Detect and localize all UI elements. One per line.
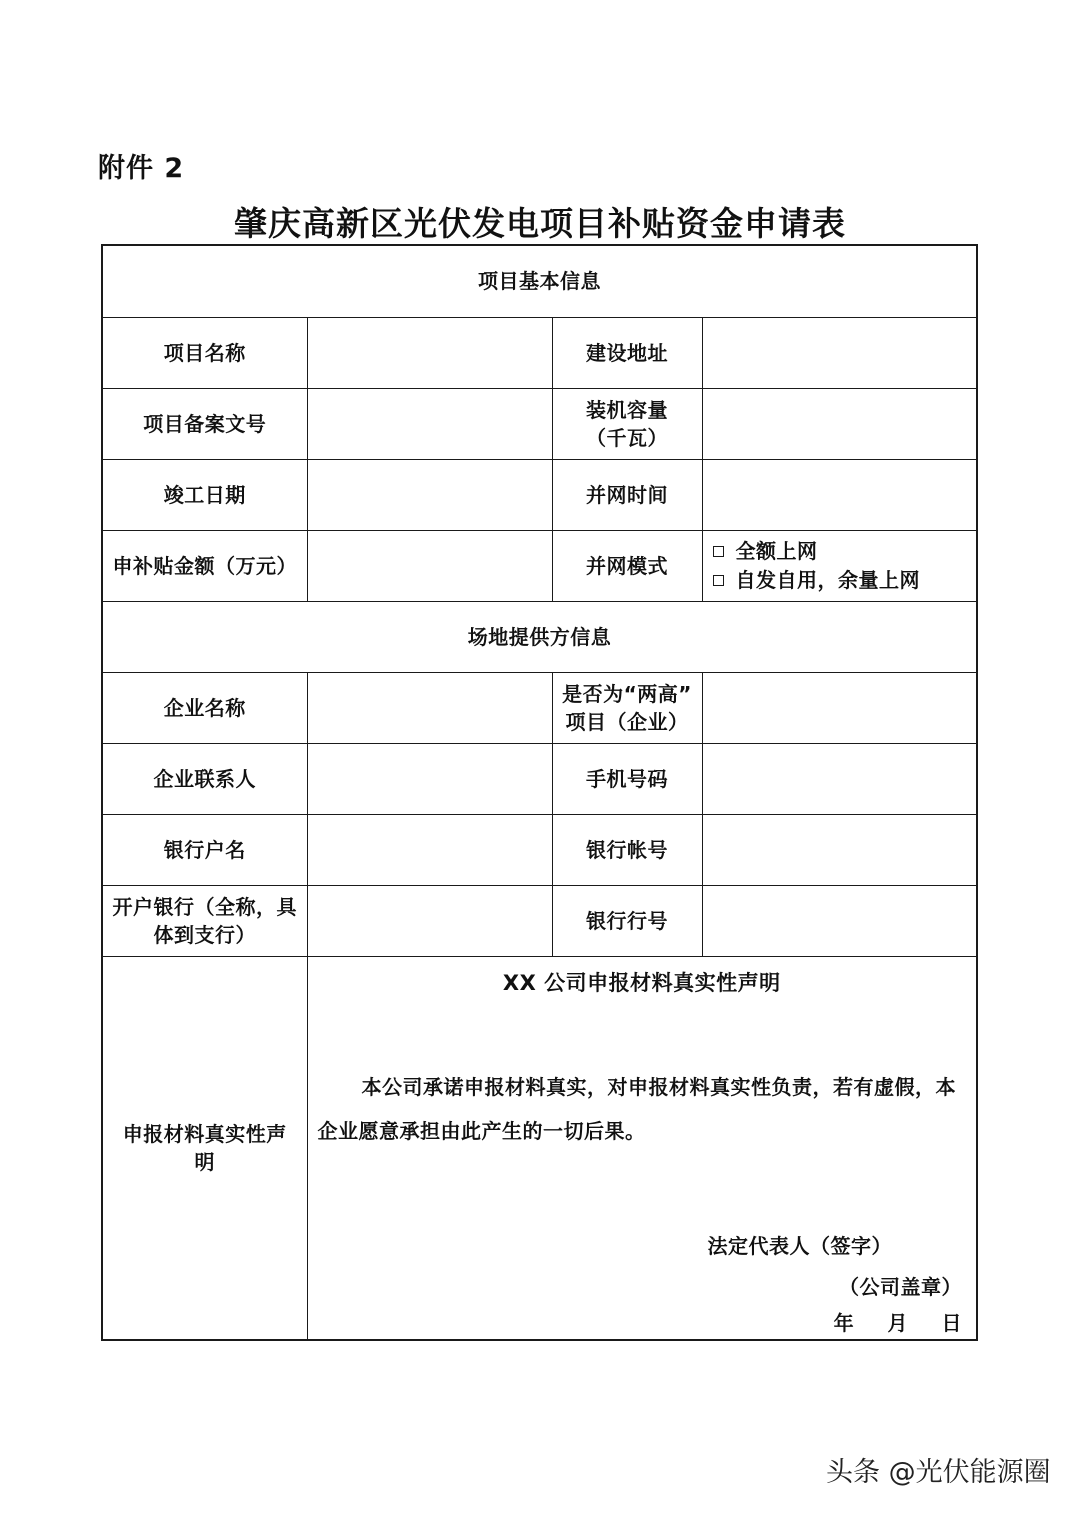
section-heading-basic-info: 项目基本信息 [102, 245, 977, 317]
form-row [102, 672, 977, 743]
grid-mode-options [702, 530, 977, 601]
subsidy-application-form [101, 244, 978, 1341]
label-opening-bank-line1: 开户银行（全称，具 [112, 894, 297, 919]
form-title: 肇庆高新区光伏发电项目补贴资金申请表 [234, 204, 846, 243]
checkbox-icon[interactable] [713, 575, 724, 586]
input-project-name[interactable] [307, 317, 552, 388]
declaration-content [307, 956, 977, 1340]
input-company-name[interactable] [307, 672, 552, 743]
declaration-title: XX 公司申报材料真实性声明 [502, 970, 781, 995]
label-company-contact: 企业联系人 [102, 743, 307, 814]
label-company-name: 企业名称 [102, 672, 307, 743]
section-heading-site-provider: 场地提供方信息 [102, 601, 977, 672]
declaration-body: 本公司承诺申报材料真实，对申报材料真实性负责，若有虚假，本企业愿意承担由此产生的一切后果。 [317, 1074, 956, 1143]
source-watermark: 头条 @光伏能源圈 [826, 1457, 1051, 1488]
label-bank-code: 银行行号 [552, 885, 702, 956]
input-installed-capacity[interactable] [702, 388, 977, 459]
label-opening-bank [102, 885, 307, 956]
label-subsidy-amount: 申补贴金额（万元） [102, 530, 307, 601]
input-subsidy-amount[interactable] [307, 530, 552, 601]
section-row-site [102, 601, 977, 672]
input-construction-address[interactable] [702, 317, 977, 388]
label-installed-capacity-line1: 装机容量 [586, 397, 668, 422]
label-two-high-project [552, 672, 702, 743]
label-filing-number: 项目备案文号 [102, 388, 307, 459]
label-installed-capacity-line2: （千瓦） [586, 425, 668, 450]
attachment-label: 附件 2 [98, 153, 185, 184]
form-row [102, 743, 977, 814]
grid-mode-option-self-use-label: 自发自用，余量上网 [735, 568, 920, 592]
form-row [102, 530, 977, 601]
input-two-high-project[interactable] [702, 672, 977, 743]
label-project-name: 项目名称 [102, 317, 307, 388]
label-mobile-number: 手机号码 [552, 743, 702, 814]
input-bank-code[interactable] [702, 885, 977, 956]
declaration-row [102, 956, 977, 1340]
label-two-high-line1: 是否为“两高” [562, 681, 692, 706]
grid-mode-option-full[interactable] [713, 537, 977, 566]
input-company-contact[interactable] [307, 743, 552, 814]
date-day: 日 [941, 1310, 962, 1335]
checkbox-icon[interactable] [713, 546, 724, 557]
label-grid-connection-time: 并网时间 [552, 459, 702, 530]
date-year: 年 [833, 1310, 855, 1335]
label-completion-date: 竣工日期 [102, 459, 307, 530]
section-row-basic [102, 245, 977, 317]
label-declaration-line2: 明 [194, 1149, 215, 1174]
legal-representative-signature: 法定代表人（签字） [707, 1233, 892, 1258]
label-grid-mode: 并网模式 [552, 530, 702, 601]
signature-date [834, 1309, 962, 1337]
input-grid-connection-time[interactable] [702, 459, 977, 530]
form-row [102, 459, 977, 530]
label-installed-capacity [552, 388, 702, 459]
label-two-high-line2: 项目（企业） [565, 709, 689, 734]
input-bank-account-number[interactable] [702, 814, 977, 885]
form-row [102, 317, 977, 388]
input-filing-number[interactable] [307, 388, 552, 459]
label-construction-address: 建设地址 [552, 317, 702, 388]
date-month: 月 [887, 1310, 909, 1335]
company-seal: （公司盖章） [839, 1274, 962, 1299]
form-row [102, 814, 977, 885]
input-opening-bank[interactable] [307, 885, 552, 956]
label-bank-account-number: 银行帐号 [552, 814, 702, 885]
input-mobile-number[interactable] [702, 743, 977, 814]
form-row [102, 388, 977, 459]
label-bank-account-name: 银行户名 [102, 814, 307, 885]
label-declaration [102, 956, 307, 1340]
grid-mode-option-full-label: 全额上网 [735, 539, 818, 563]
label-opening-bank-line2: 体到支行） [153, 922, 256, 947]
label-declaration-line1: 申报材料真实性声 [122, 1121, 287, 1146]
input-completion-date[interactable] [307, 459, 552, 530]
grid-mode-option-self-use[interactable] [713, 566, 977, 595]
form-row [102, 885, 977, 956]
input-bank-account-name[interactable] [307, 814, 552, 885]
